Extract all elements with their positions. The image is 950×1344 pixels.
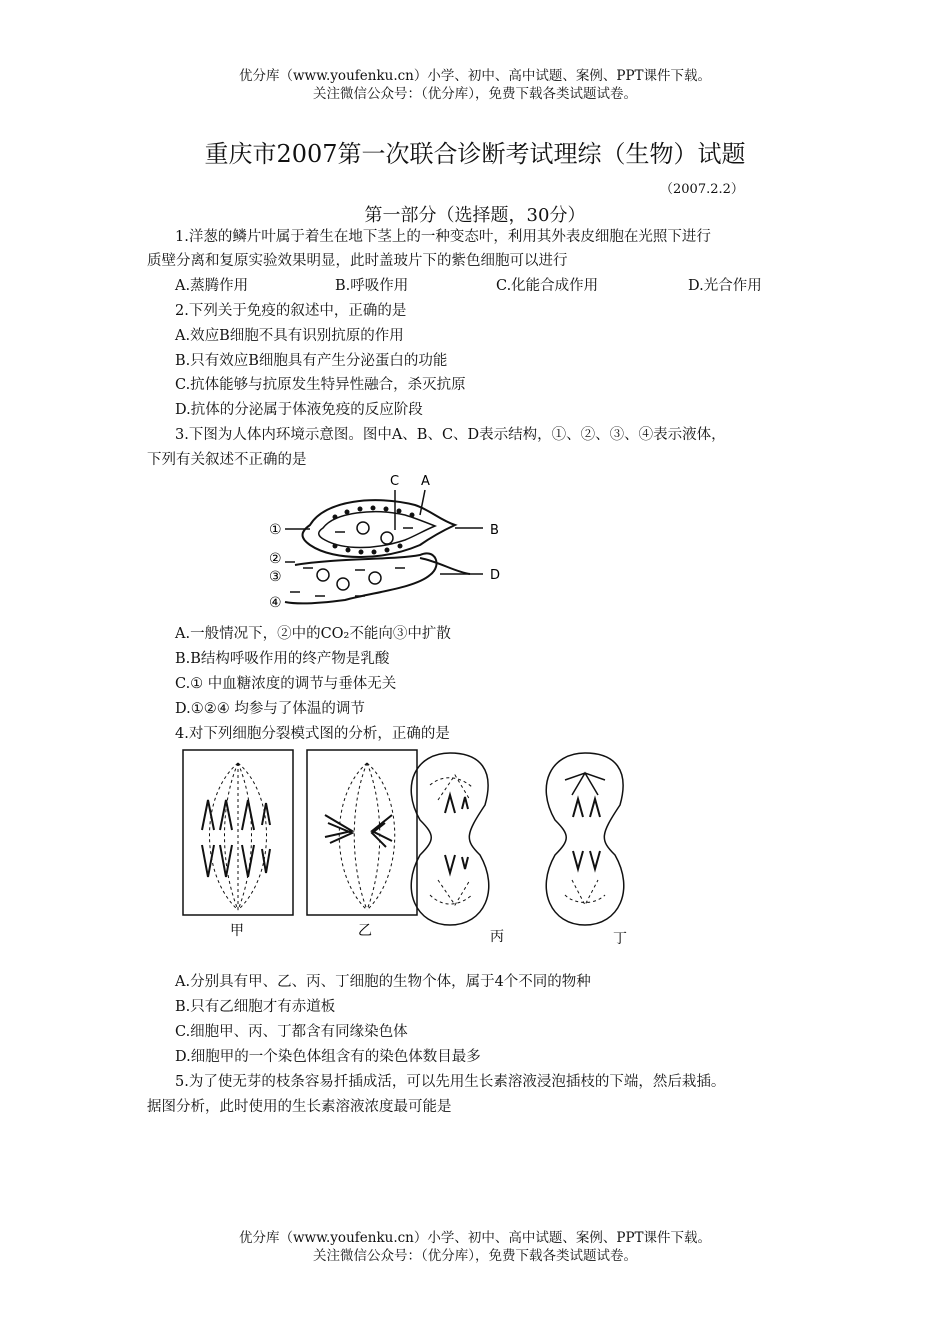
q4-option-d: D.细胞甲的一个染色体组含有的染色体数目最多 xyxy=(175,1049,481,1065)
label-jia: 甲 xyxy=(230,923,244,939)
header-line-1: 优分库（www.youfenku.cn）小学、初中、高中试题、案例、PPT课件下载。 xyxy=(238,68,712,84)
q2-option-d: D.抗体的分泌属于体液免疫的反应阶段 xyxy=(175,402,423,418)
label-c: C xyxy=(390,474,400,489)
q1-option-d: D.光合作用 xyxy=(688,278,762,294)
label-n2: ② xyxy=(269,551,282,567)
q4-option-a: A.分别具有甲、乙、丙、丁细胞的生物个体，属于4个不同的物种 xyxy=(175,974,591,990)
q3-option-a: A.一般情况下，②中的CO₂不能向③中扩散 xyxy=(175,626,451,642)
q3-option-b: B.B结构呼吸作用的终产物是乳酸 xyxy=(175,651,390,667)
label-ding: 丁 xyxy=(613,931,627,947)
q3-stem-line1: 3.下图为人体内环境示意图。图中A、B、C、D表示结构，①、②、③、④表示液体， xyxy=(175,427,726,443)
footer-line-2: 关注微信公众号：（优分库），免费下载各类试题试卷。 xyxy=(313,1248,637,1264)
q5-stem-line2: 据图分析，此时使用的生长素溶液浓度最可能是 xyxy=(147,1099,452,1115)
cell-division-figure xyxy=(180,745,670,950)
label-b: B xyxy=(490,523,499,538)
header-line-2: 关注微信公众号：（优分库），免费下载各类试题试卷。 xyxy=(313,86,637,102)
label-n4: ④ xyxy=(269,595,282,611)
label-n1: ① xyxy=(269,522,282,538)
q2-option-a: A.效应B细胞不具有识别抗原的作用 xyxy=(175,328,404,344)
q2-option-c: C.抗体能够与抗原发生特异性融合，杀灭抗原 xyxy=(175,377,466,393)
exam-date: （2007.2.2） xyxy=(660,182,744,197)
label-bing: 丙 xyxy=(490,929,504,945)
part-heading: 第一部分（选择题，30分） xyxy=(364,205,586,226)
label-n3: ③ xyxy=(269,569,282,585)
q1-option-c: C.化能合成作用 xyxy=(496,278,599,294)
label-d: D xyxy=(490,568,501,583)
q2-option-b: B.只有效应B细胞具有产生分泌蛋白的功能 xyxy=(175,353,448,369)
q1-option-b: B.呼吸作用 xyxy=(335,278,409,294)
q1-stem-line2: 质壁分离和复原实验效果明显，此时盖玻片下的紫色细胞可以进行 xyxy=(147,253,568,269)
q3-option-c: C.① 中血糖浓度的调节与垂体无关 xyxy=(175,676,397,692)
page-title: 重庆市2007第一次联合诊断考试理综（生物）试题 xyxy=(204,140,746,168)
q1-option-a: A.蒸腾作用 xyxy=(175,278,249,294)
q4-option-b: B.只有乙细胞才有赤道板 xyxy=(175,999,336,1015)
footer-line-1: 优分库（www.youfenku.cn）小学、初中、高中试题、案例、PPT课件下载。 xyxy=(238,1230,712,1246)
q3-option-d: D.①②④ 均参与了体温的调节 xyxy=(175,701,365,717)
label-yi: 乙 xyxy=(358,923,372,939)
internal-environment-figure xyxy=(255,470,515,615)
q4-option-c: C.细胞甲、丙、丁都含有同缘染色体 xyxy=(175,1024,408,1040)
label-a: A xyxy=(421,474,430,489)
q4-stem: 4.对下列细胞分裂模式图的分析，正确的是 xyxy=(175,726,450,742)
q5-stem-line1: 5.为了使无芽的枝条容易扦插成活，可以先用生长素溶液浸泡插枝的下端，然后栽插。 xyxy=(175,1074,726,1090)
q3-stem-line2: 下列有关叙述不正确的是 xyxy=(147,452,307,468)
q1-stem-line1: 1.洋葱的鳞片叶属于着生在地下茎上的一种变态叶，利用其外表皮细胞在光照下进行 xyxy=(175,229,711,245)
q2-stem: 2.下列关于免疫的叙述中，正确的是 xyxy=(175,303,407,319)
